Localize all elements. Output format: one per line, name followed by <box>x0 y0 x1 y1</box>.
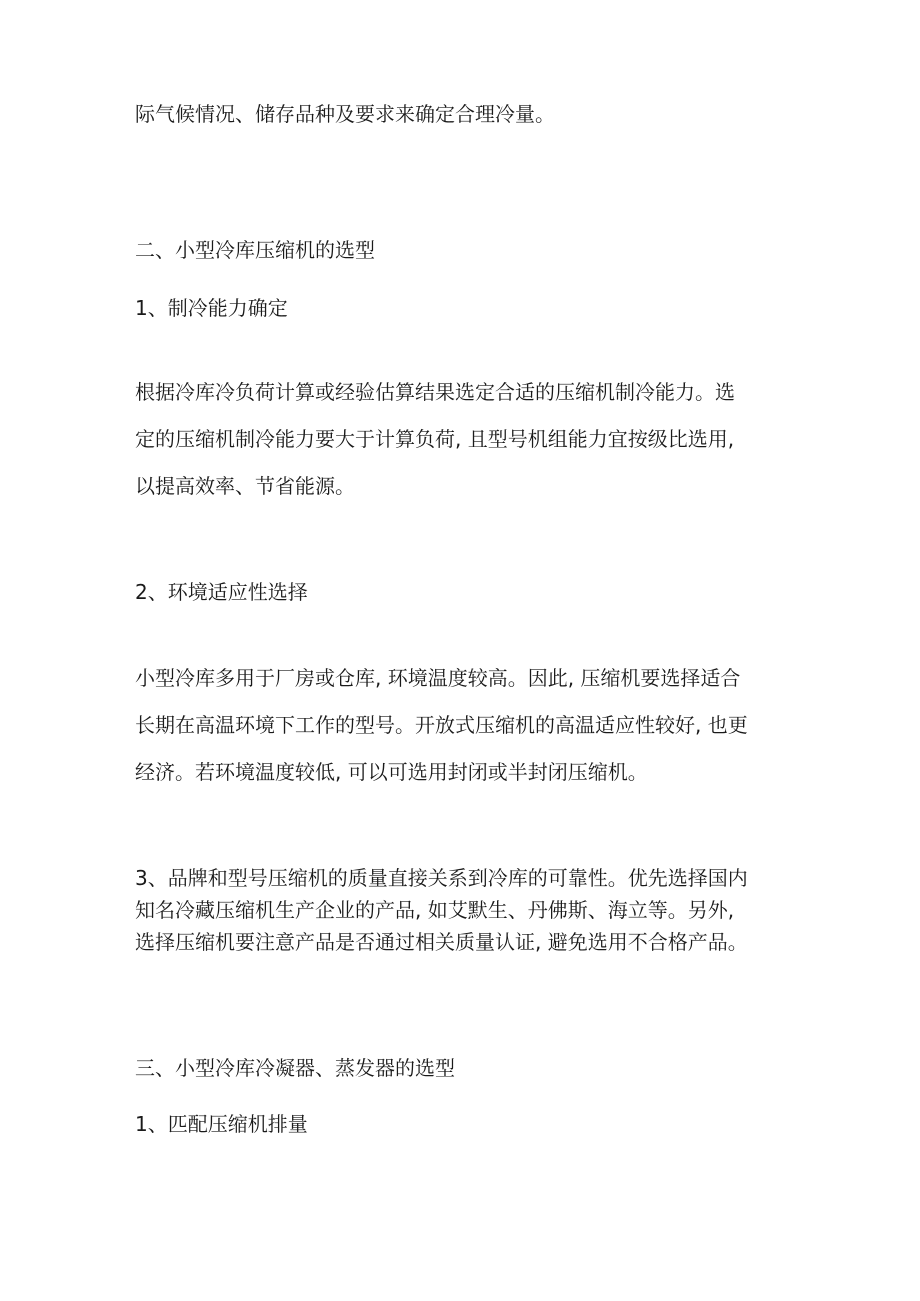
intro-line: 际气候情况、储存品种及要求来确定合理冷量。 <box>135 102 555 126</box>
section-3-heading: 三、小型冷库冷凝器、蒸发器的选型 <box>135 1056 455 1080</box>
paragraph-line: 长期在高温环境下工作的型号。开放式压缩机的高温适应性较好, 也更 <box>135 713 748 737</box>
section-2-item-2-heading: 2、环境适应性选择 <box>135 580 308 604</box>
paragraph-line: 以提高效率、节省能源。 <box>135 474 355 498</box>
section-2-item-1-paragraph <box>135 380 795 521</box>
paragraph-line: 选择压缩机要注意产品是否通过相关质量认证, 避免选用不合格产品。 <box>135 930 748 954</box>
section-2-item-1-heading: 1、制冷能力确定 <box>135 296 288 320</box>
paragraph-line: 经济。若环境温度较低, 可以可选用封闭或半封闭压缩机。 <box>135 760 648 784</box>
section-2-heading: 二、小型冷库压缩机的选型 <box>135 238 375 262</box>
paragraph-line: 根据冷库冷负荷计算或经验估算结果选定合适的压缩机制冷能力。选 <box>135 380 735 404</box>
paragraph-line: 知名冷藏压缩机生产企业的产品, 如艾默生、丹佛斯、海立等。另外, <box>135 898 735 922</box>
paragraph-line: 定的压缩机制冷能力要大于计算负荷, 且型号机组能力宜按级比选用, <box>135 427 735 451</box>
section-3-item-1-heading: 1、匹配压缩机排量 <box>135 1112 308 1136</box>
paragraph-line: 小型冷库多用于厂房或仓库, 环境温度较高。因此, 压缩机要选择适合 <box>135 666 741 690</box>
section-2-item-3-paragraph <box>135 866 795 962</box>
paragraph-line: 3、品牌和型号压缩机的质量直接关系到冷库的可靠性。优先选择国内 <box>135 866 748 890</box>
section-2-item-2-paragraph <box>135 666 795 807</box>
